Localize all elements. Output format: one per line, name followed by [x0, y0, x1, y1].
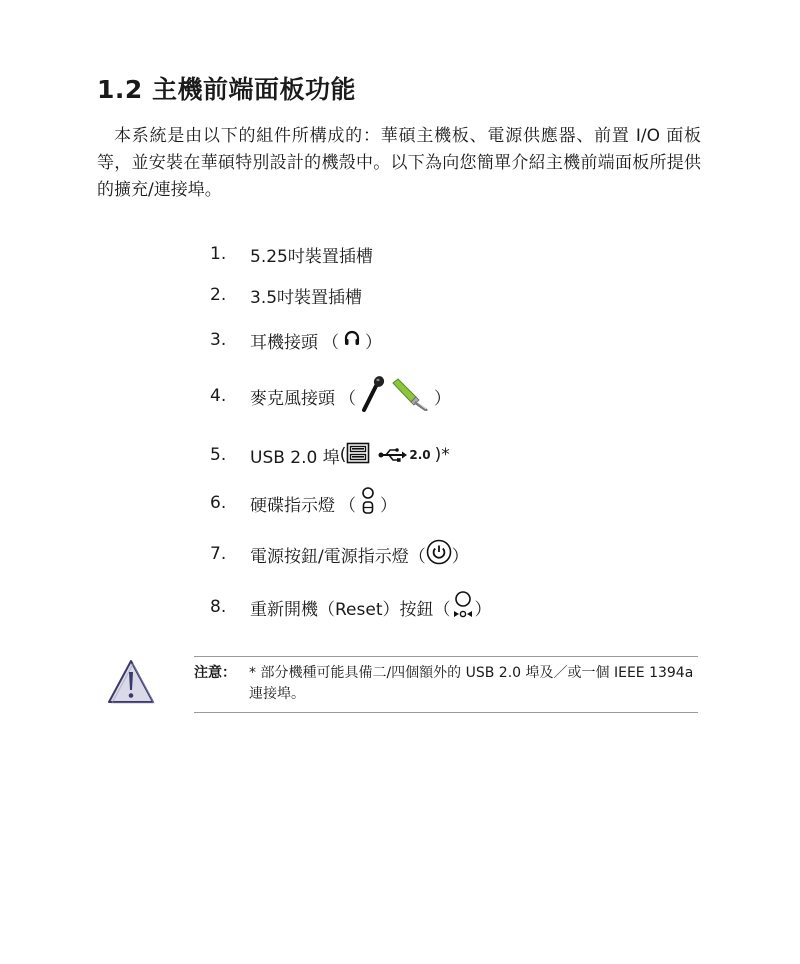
open-paren: （	[339, 388, 356, 409]
item-number: 5.	[210, 445, 227, 465]
item-label: 電源按鈕/電源指示燈	[250, 546, 409, 567]
close-paren: ）	[380, 495, 397, 516]
section-heading: 1.2 主機前端面板功能	[97, 75, 356, 104]
usb-symbol-icon	[378, 447, 430, 463]
item-label: 5.25吋裝置插槽	[250, 246, 373, 267]
item-label: 3.5吋裝置插槽	[250, 287, 363, 308]
item-label: 硬碟指示燈	[250, 495, 335, 516]
item-number: 7.	[210, 544, 227, 564]
note-text: * 部分機種可能具備二/四個額外的 USB 2.0 埠及／或一個 IEEE 1394a 連接埠。	[249, 665, 694, 702]
hdd-led-icon	[360, 486, 376, 521]
open-paren: (	[339, 445, 347, 465]
audio-plug-icon	[390, 377, 430, 416]
reset-icon	[451, 590, 475, 625]
list-item	[210, 323, 386, 357]
note-block	[194, 663, 700, 705]
power-icon	[426, 539, 452, 570]
warning-triangle-icon	[106, 658, 156, 706]
item-number: 3.	[210, 330, 227, 350]
list-item	[210, 537, 469, 571]
close-paren: ）	[474, 599, 492, 620]
item-footnote-mark: *	[441, 445, 450, 465]
list-item	[210, 379, 455, 413]
list-item	[210, 237, 373, 271]
item-number: 8.	[210, 597, 227, 617]
item-number: 1.	[210, 244, 227, 264]
close-paren: ）	[365, 332, 382, 353]
note-bottom-rule	[194, 712, 698, 713]
list-item	[210, 486, 401, 520]
item-label: 重新開機（Reset）按鈕	[250, 599, 434, 620]
open-paren: （	[322, 332, 339, 353]
microphone-icon	[360, 375, 386, 418]
close-paren: )	[434, 445, 442, 465]
list-item	[210, 590, 492, 624]
list-item	[210, 438, 450, 472]
item-number: 2.	[210, 285, 227, 305]
close-paren: ）	[451, 546, 469, 567]
close-paren: ）	[434, 388, 451, 409]
note-top-rule	[194, 656, 698, 657]
headphone-icon	[343, 329, 361, 352]
usb-port-icon	[346, 442, 370, 469]
open-paren: （	[408, 546, 426, 567]
open-paren: （	[339, 495, 356, 516]
usb-version-label: 2.0	[409, 448, 431, 462]
list-item	[210, 278, 362, 312]
open-paren: （	[433, 599, 451, 620]
item-label: USB 2.0 埠	[250, 447, 340, 468]
item-number: 6.	[210, 493, 227, 513]
item-label: 耳機接頭	[250, 332, 318, 353]
item-number: 4.	[210, 386, 227, 406]
item-label: 麥克風接頭	[250, 388, 335, 409]
note-label: 注意：	[194, 665, 236, 681]
intro-paragraph: 本系統是由以下的組件所構成的：華碩主機板、電源供應器、前置 I/O 面板等，並安裝在華碩特別設計的機殼中。以下為向您簡單介紹主機前端面板所提供的擴充/連接埠。	[97, 126, 701, 200]
